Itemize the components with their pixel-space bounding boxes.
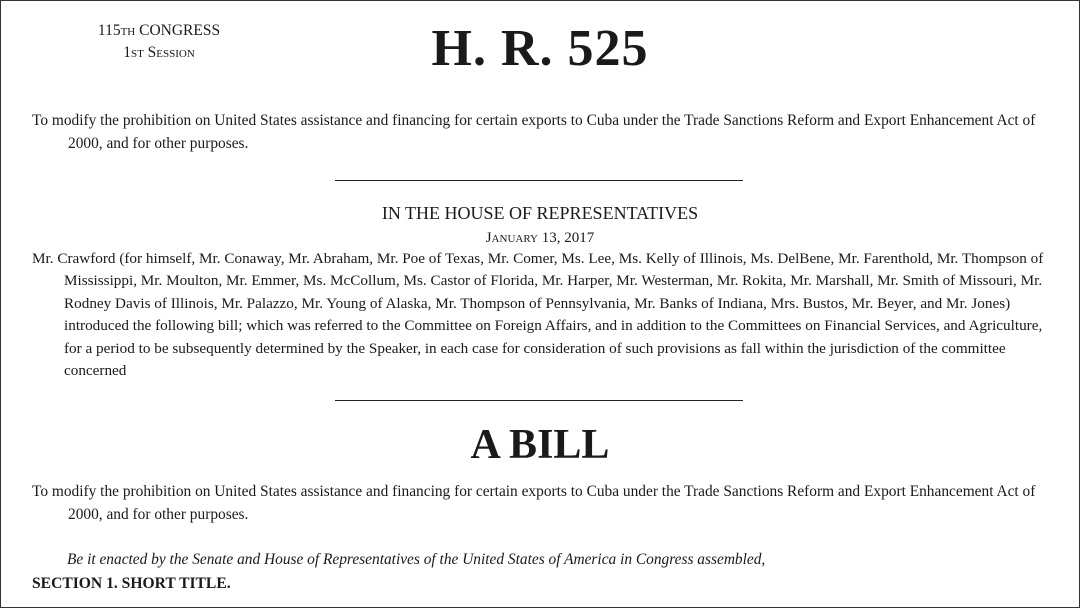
divider-bottom: [335, 400, 743, 401]
a-bill-heading: A BILL: [470, 422, 610, 468]
sponsors-paragraph: Mr. Crawford (for himself, Mr. Conaway, Mr. Abraham, Mr. Poe of Texas, Mr. Comer, Ms. Lee, Ms. Kelly of Illinois, Ms. DelBene, Mr. Farenthold, Mr. Thompson of Mississippi, Mr. Moulton, Mr. Emmer, Ms. McCollum, Ms. Castor of Florida, Mr. Harper, Mr. Westerman, Mr. Rokita, Mr. Marshall, Mr. Smith of Missouri, Mr. Rodney Davis of Illinois, Mr. Palazzo, Mr. Young of Alaska, Mr. Thompson of Pennsylvania, Mr. Banks of Indiana, Mrs. Bustos, Mr. Beyer, and Mr. Jones) introduced the following bill; which was referred to the Committee on Foreign Affairs, and in addition to the Committees on Financial Services, and Agriculture, for a period to be subsequently determined by the Speaker, in each case for consideration of such provisions as fall within the jurisdiction of the committee concerned: [32, 250, 1044, 380]
introduction-date: January 13, 2017: [485, 230, 595, 246]
bill-purpose-repeat: To modify the prohibition on United States assistance and financing for certain exports to Cuba under the Trade Sanctions Reform and Export Enhancement Act of 2000, and for other purposes.: [32, 483, 1036, 523]
divider-top: [335, 180, 743, 181]
session-label: 1st Session: [123, 44, 195, 61]
section-1-title: SECTION 1. SHORT TITLE.: [32, 575, 231, 592]
bill-number: H. R. 525: [431, 20, 649, 77]
enacting-clause: Be it enacted by the Senate and House of Representatives of the United States of America in Congress assembled,: [67, 551, 766, 568]
house-title: IN THE HOUSE OF REPRESENTATIVES: [381, 203, 699, 223]
bill-purpose: To modify the prohibition on United States assistance and financing for certain exports to Cuba under the Trade Sanctions Reform and Export Enhancement Act of 2000, and for other purposes.: [32, 112, 1036, 152]
congress-label: 115th CONGRESS: [97, 22, 221, 39]
